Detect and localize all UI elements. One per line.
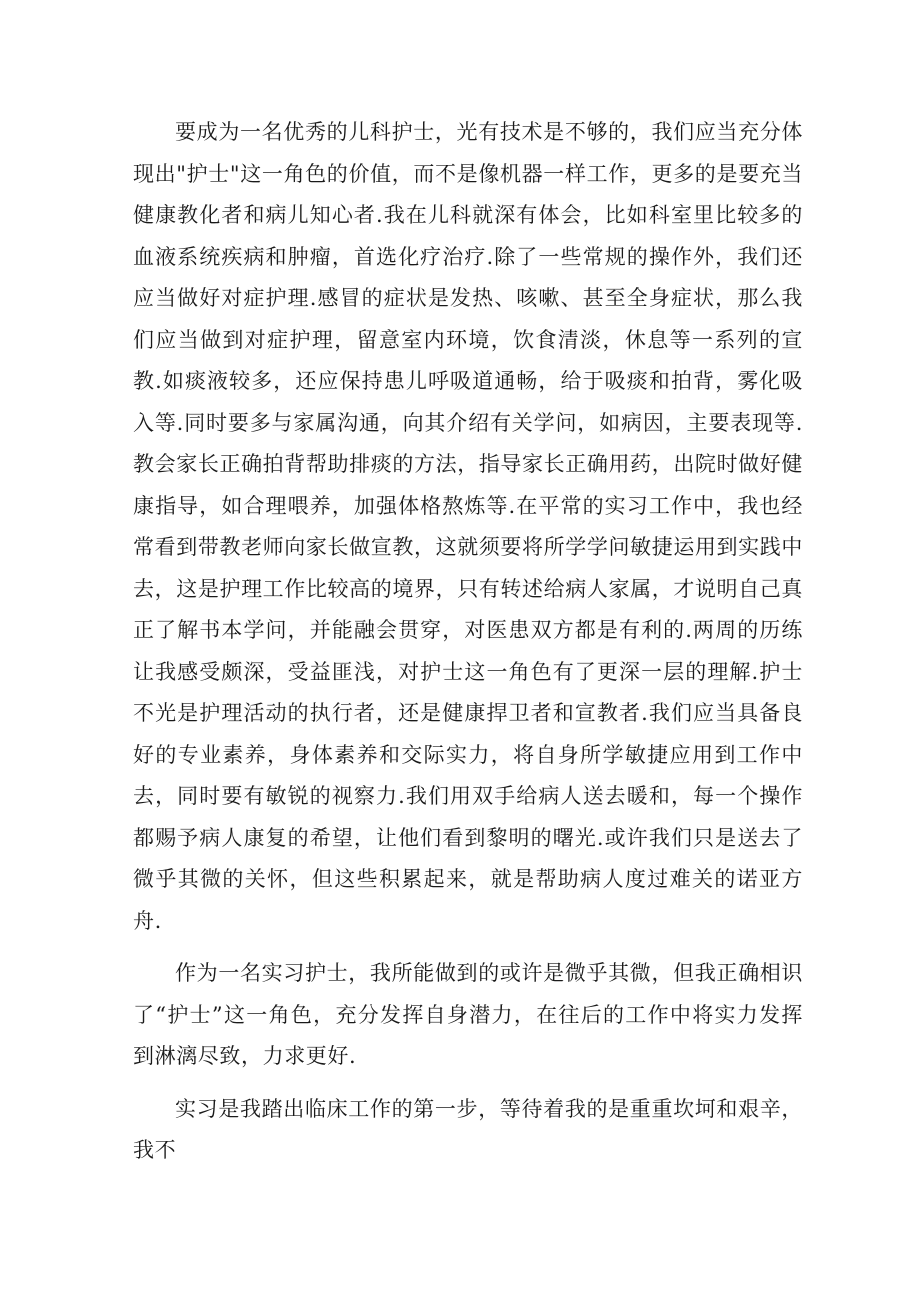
paragraph-2: 作为一名实习护士，我所能做到的或许是微乎其微，但我正确相识了“护士”这一角色，充分发挥自身潜力，在往后的工作中将实力发挥到淋漓尽致，力求更好. <box>133 961 803 1068</box>
paragraph-3: 实习是我踏出临床工作的第一步，等待着我的是重重坎坷和艰辛，我不 <box>133 1096 803 1162</box>
document-body <box>133 112 803 1172</box>
paragraph-1: 要成为一名优秀的儿科护士，光有技术是不够的，我们应当充分体现出"护士"这一角色的价值，而不是像机器一样工作，更多的是要充当健康教化者和病儿知心者.我在儿科就深有体会，比如科室里比较多的血液系统疾病和肿瘤，首选化疗治疗.除了一些常规的操作外，我们还应当做好对症护理.感冒的症状是发热、咳嗽、甚至全身症状，那么我们应当做到对症护理，留意室内环境，饮食清淡，休息等一系列的宣教.如痰液较多，还应保持患儿呼吸道通畅，给于吸痰和拍背，雾化吸入等.同时要多与家属沟通，向其介绍有关学问，如病因，主要表现等.教会家长正确拍背帮助排痰的方法，指导家长正确用药，出院时做好健康指导，如合理喂养，加强体格熬炼等.在平常的实习工作中，我也经常看到带教老师向家长做宣教，这就须要将所学学问敏捷运用到实践中去，这是护理工作比较高的境界，只有转述给病人家属，才说明自己真正了解书本学问，并能融会贯穿，对医患双方都是有利的.两周的历练让我感受颇深，受益匪浅，对护士这一角色有了更深一层的理解.护士不光是护理活动的执行者，还是健康捍卫者和宣教者.我们应当具备良好的专业素养，身体素养和交际实力，将自身所学敏捷应用到工作中去，同时要有敏锐的视察力.我们用双手给病人送去暖和，每一个操作都赐予病人康复的希望，让他们看到黎明的曙光.或许我们只是送去了微乎其微的关怀，但这些积累起来，就是帮助病人度过难关的诺亚方舟. <box>133 120 803 933</box>
